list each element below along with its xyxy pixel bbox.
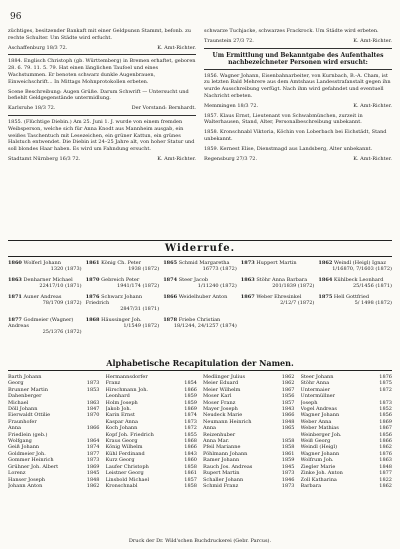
widerruf-name: 1863 Stöhr Anna Barbara bbox=[240, 277, 308, 283]
name-entry bbox=[301, 483, 393, 489]
notice-paragraph: Scene Beschreibung: Augen Grüße. Darum Schwrift — Untersucht und befiehlt Geldgegenstände untermidlung. bbox=[8, 88, 189, 102]
entry-name: Hirschmann Joh. bbox=[105, 386, 149, 393]
widerruf-reference: 78/1709 (1872) bbox=[42, 300, 82, 306]
name-entry bbox=[8, 483, 100, 489]
entry-name: Weber Anna bbox=[300, 418, 332, 425]
widerrufe-section bbox=[8, 240, 392, 339]
entry-number: 1845 bbox=[86, 470, 100, 477]
widerruf-name: 1867 Weber Ehresinkel bbox=[240, 294, 302, 300]
signature-place: Memmingen 18/3 72. bbox=[204, 102, 259, 109]
widerruf-name: 1878 Friebe Christian bbox=[163, 317, 221, 323]
entry-name: Lorenz bbox=[8, 470, 26, 477]
widerruf-reference: 25/1456 (1871) bbox=[352, 283, 392, 289]
notice-paragraph: 1858. Kronschnabl Viktoria, Köchin von Loberbach bei Eichstädt, Stand unbekannt. bbox=[204, 129, 387, 142]
widerruf-reference: 18/1244, 24/1257 (1874) bbox=[173, 323, 237, 329]
widerruf-entry bbox=[163, 317, 237, 335]
entry-number: 1866 bbox=[281, 412, 295, 419]
entry-number: 1859 bbox=[184, 399, 197, 406]
widerruf-entry bbox=[318, 260, 392, 272]
notice-paragraph: 1856. Wagner Johann, Eisenbahnarbeiter, von Kurnbach, B.-A. Cham, ist zu letzten Bald Mehrere aus dem Amtshaus Landesstrafanstalt gegen ihn wurde Ausschreibung verfügt. Nach ihm wird gefahndet und eventuell Nachricht erbeten. bbox=[204, 72, 391, 99]
signature-place: Karlsruhe 18/3 72. bbox=[8, 105, 56, 112]
entry-number: 1867 bbox=[281, 386, 295, 393]
entry-name: Moser Karl bbox=[203, 393, 232, 400]
entry-name: Döll Johann bbox=[8, 406, 38, 413]
entry-name: Anna bbox=[8, 425, 22, 432]
entry-number: 1856 bbox=[281, 393, 295, 400]
entry-number: 1874 bbox=[184, 412, 197, 419]
entry-name: Moser Franz bbox=[203, 399, 236, 406]
entry-number: 1852 bbox=[379, 406, 392, 413]
entry-name: Barbara bbox=[300, 482, 322, 489]
widerruf-name: 1874 Steer Jacob bbox=[163, 277, 209, 283]
printer-footer: Druck der Dr. Wild'schen Buchdruckerei (Gebr. Parcus). bbox=[128, 538, 272, 544]
signature-office: K. Amt-Richter. bbox=[353, 37, 392, 44]
entry-name: Stöhr Anna bbox=[300, 380, 330, 387]
entry-name: Fraunhofer bbox=[8, 418, 37, 425]
entry-name: Kaspar Anna bbox=[105, 418, 138, 425]
entry-name: Weinberger Joh. bbox=[300, 431, 342, 438]
entry-name: Leistner Georg bbox=[105, 470, 144, 477]
widerruf-name: 1868 Häussinger Joh. bbox=[85, 317, 142, 323]
widerruf-reference: 1/16870, 7/1603 (1872) bbox=[332, 266, 392, 272]
entry-number: 1843 bbox=[184, 450, 197, 457]
entry-name: Ramer Johann bbox=[203, 457, 240, 464]
notice-paragraph: schwarze Tuchjacke, schwarzes Frackrock. Um Städte wird erbeten. bbox=[204, 28, 379, 34]
divider bbox=[8, 54, 196, 55]
widerruf-reference: 2/12/7 (1872) bbox=[280, 300, 315, 306]
entry-name: Laufer Christoph bbox=[105, 463, 149, 470]
alphabetical-column bbox=[301, 374, 393, 489]
entry-name: Wolfgang bbox=[8, 438, 32, 445]
entry-name: Brunner Martin bbox=[8, 386, 48, 393]
entry-number: 1863 bbox=[379, 457, 392, 464]
widerruf-reference: 201/1839 (1872) bbox=[272, 283, 315, 289]
signature-place: Stadtamt Nürnberg 16/3 72. bbox=[8, 155, 81, 162]
signature-line bbox=[8, 105, 196, 112]
entry-number: 1854 bbox=[184, 380, 197, 387]
entry-number: 1873 bbox=[86, 457, 100, 464]
entry-name: Kühl Ferdinand bbox=[105, 450, 145, 457]
entry-number: 1866 bbox=[86, 425, 100, 432]
entry-number: 1848 bbox=[281, 418, 295, 425]
name-entry bbox=[203, 483, 295, 489]
notice-paragraph: 1884. Englisch Christoph (gb. Württemberg) in Bremen erhaftet, geboren 28. 6. 79. 11. 5. 79. Hat einen länglichen Taufoel und eines Wachstummen. Er benoten schwarz dunkle Augenbrauen, Einweichschrift... In Mittags Mohnprotokollen erbeten. bbox=[8, 58, 196, 85]
entry-name: Meier Wilhelm bbox=[203, 386, 241, 393]
entry-number: 1862 bbox=[281, 374, 295, 380]
widerruf-reference: 16773 (1872) bbox=[202, 266, 237, 272]
entry-number: 1858 bbox=[281, 438, 295, 445]
entry-name: Steer Johann bbox=[300, 374, 334, 380]
alphabetical-section bbox=[8, 357, 392, 489]
entry-number: 1862 bbox=[281, 380, 295, 387]
entry-number: 1875 bbox=[379, 380, 392, 387]
entry-name: Untermaier bbox=[300, 386, 330, 393]
entry-name: Wagner Johann bbox=[300, 412, 340, 419]
widerrufe-grid bbox=[8, 260, 392, 339]
entry-name: Medlinger Julius bbox=[203, 374, 246, 380]
signature-place: Regensburg 27/3 72. bbox=[204, 155, 258, 162]
entry-number: 1861 bbox=[281, 450, 295, 457]
widerruf-name: 1870 Gebreich Peter bbox=[85, 277, 140, 283]
widerruf-entry bbox=[163, 294, 237, 312]
entry-number: 1877 bbox=[379, 470, 392, 477]
section-heading: Um Ermittlung und Bekanntgabe des Aufenthaltes nachbezeichneter Personen wird ersucht: bbox=[212, 51, 384, 66]
entry-name: Vogel Andreas bbox=[300, 406, 337, 413]
entry-number: 1862 bbox=[379, 444, 392, 451]
alphabetical-column bbox=[8, 374, 100, 489]
entry-name: Zinke Joh. Anton bbox=[300, 470, 343, 477]
widerruf-entry bbox=[8, 260, 82, 272]
entry-name: Wagner Johann bbox=[300, 450, 340, 457]
alphabetical-column bbox=[106, 374, 198, 489]
entry-name: Rauch Jos. Andreas bbox=[203, 463, 253, 470]
entry-name: Neumann Heinrich bbox=[203, 418, 252, 425]
entry-number: 1872 bbox=[184, 425, 197, 432]
entry-name: Meier Eduard bbox=[203, 380, 239, 387]
entry-name: Kraus Georg bbox=[105, 438, 138, 445]
entry-name: Wolfrum Joh. bbox=[300, 457, 334, 464]
entry-name: Reizenhuber bbox=[203, 431, 236, 438]
widerruf-entry bbox=[8, 317, 82, 335]
signature-place: Traunstein 27/3 72. bbox=[204, 37, 254, 44]
notice-paragraph: 1855. (Flüchtige Diebin.) Am 25. Juni 1. J. wurde von einem fremden Weibsperson, welche sich für Anna Knodt aus Mannheim ausgab, ein weißes Taschentuch mit Lesezeichen, ein grüner Kattun, ein grünes Halstuch entwendet. Die Diebin ist 24–25 Jahre alt, von hoher Statur und soll blondes Haar haben. Es wird um Fahndung ersucht. bbox=[8, 118, 195, 153]
entry-number: 1870 bbox=[86, 412, 100, 419]
entry-number: 1855 bbox=[184, 431, 197, 438]
notice-paragraph: züchtiges, besitzender Bankaft mit einer Geldpunsn Stammt, befonb. zu rechte Schulter. Um Städte wird erfucht. bbox=[8, 28, 191, 41]
entry-number: 1859 bbox=[184, 393, 197, 400]
entry-number: 1862 bbox=[379, 482, 392, 489]
widerruf-entry bbox=[86, 260, 160, 272]
widerruf-entry bbox=[8, 277, 82, 289]
notices-right-column bbox=[204, 28, 392, 166]
entry-number: 1856 bbox=[379, 412, 392, 419]
entry-name: Schaller Johann bbox=[203, 476, 244, 483]
entry-name: Kronschnabl bbox=[105, 482, 138, 489]
entry-number: 1877 bbox=[86, 450, 100, 457]
entry-name: Holm Joseph bbox=[105, 399, 138, 406]
entry-name: Zoll Katharina bbox=[300, 476, 337, 483]
notice-paragraph: 1859. Kernest Elise, Dienstmagd aus Landsberg, Alter unbekannt. bbox=[204, 145, 373, 152]
widerruf-reference: 1/11240 (1872) bbox=[197, 283, 237, 289]
entry-name: Kopf Joh. Friedrich bbox=[105, 431, 154, 438]
signature-line bbox=[204, 103, 392, 110]
entry-number: 1876 bbox=[379, 450, 392, 457]
widerruf-name: 1871 Auner Andreas bbox=[8, 294, 62, 300]
entry-name: König Wilhelm bbox=[105, 444, 143, 451]
alphabetical-grid bbox=[8, 374, 392, 489]
entry-name: Pfeil Marianne bbox=[203, 444, 241, 451]
signature-office: K. Amt-Richter. bbox=[157, 44, 196, 51]
entry-number: 1843 bbox=[281, 406, 295, 413]
alphabetical-title: Alphabetische Recapitulation der Namen. bbox=[8, 357, 392, 371]
entry-name: Georg bbox=[8, 380, 24, 387]
entry-number: 1865 bbox=[281, 425, 295, 432]
entry-name: Gommer Heinrich bbox=[8, 457, 54, 464]
widerruf-reference: 1/1549 (1872) bbox=[123, 323, 160, 329]
entry-name: Jakob Joh. bbox=[105, 406, 132, 413]
signature-office: Der Vorstand: Bernhardt. bbox=[131, 105, 196, 112]
widerruf-name: 1864 Kühlbeck Leonhard bbox=[318, 277, 384, 283]
widerruf-name: 1877 Godmeier (Wagner) Andreas bbox=[8, 317, 74, 329]
entry-number: 1846 bbox=[281, 476, 295, 483]
entry-name: Dahenberger bbox=[8, 393, 42, 400]
entry-number: 1853 bbox=[86, 386, 100, 393]
widerruf-entry bbox=[163, 260, 237, 272]
widerruf-reference: 2847/31 (1871) bbox=[120, 306, 160, 312]
notices-left-column bbox=[8, 28, 196, 166]
entry-number: 1858 bbox=[281, 444, 295, 451]
widerruf-name: 1875 Hell Gottfried bbox=[318, 294, 370, 300]
entry-number: 1866 bbox=[184, 444, 197, 451]
entry-number: 1860 bbox=[184, 457, 197, 464]
entry-name: Leonhard bbox=[105, 393, 130, 400]
entry-number: 1873 bbox=[184, 418, 197, 425]
entry-number: 1861 bbox=[184, 470, 197, 477]
entry-name: Mayer Joseph bbox=[203, 406, 238, 413]
widerruf-entry bbox=[318, 294, 392, 312]
entry-name: Weiß Georg bbox=[300, 438, 331, 445]
entry-number: 1858 bbox=[184, 482, 197, 489]
entry-number: 1845 bbox=[281, 463, 295, 470]
widerruf-reference: 1941/174 (1872) bbox=[117, 283, 160, 289]
entry-number: 1857 bbox=[281, 399, 295, 406]
entry-name: Untermüllner bbox=[300, 393, 336, 400]
entry-number: 1858 bbox=[184, 463, 197, 470]
signature-place: Aschaffenburg 18/3 72. bbox=[8, 44, 68, 51]
entry-number: 1873 bbox=[281, 470, 295, 477]
signature-office: K. Amt-Richter. bbox=[157, 155, 196, 162]
widerruf-reference: 1320 (1873) bbox=[50, 266, 82, 272]
signature-line bbox=[204, 38, 392, 45]
entry-number: 1863 bbox=[86, 399, 100, 406]
entry-number: 1864 bbox=[86, 438, 100, 445]
entry-number: 1873 bbox=[86, 380, 100, 387]
entry-name: Geiß Johann bbox=[8, 444, 40, 451]
entry-number: 1873 bbox=[379, 399, 392, 406]
widerrufe-title: Widerrufe. bbox=[8, 240, 392, 257]
widerruf-name: 1863 Denharner Michael bbox=[8, 277, 73, 283]
entry-number: 1848 bbox=[86, 476, 100, 483]
signature-office: K. Amt-Richter. bbox=[353, 155, 392, 162]
entry-name: Anna Mar. bbox=[203, 438, 230, 445]
entry-number: 1876 bbox=[379, 374, 392, 380]
entry-name: Weindl (Heigl) bbox=[300, 444, 338, 451]
widerruf-reference: 1938 (1872) bbox=[128, 266, 160, 272]
entry-number: 1869 bbox=[86, 463, 100, 470]
widerruf-reference: 5/ 1498 (1872) bbox=[354, 300, 392, 306]
entry-name: Hanser Joseph bbox=[8, 476, 46, 483]
widerruf-entry bbox=[241, 260, 315, 272]
entry-number: 1847 bbox=[86, 406, 100, 413]
entry-name: Schmid Franz bbox=[203, 482, 239, 489]
entry-name: Barth Johann bbox=[8, 374, 42, 380]
widerruf-entry bbox=[241, 277, 315, 289]
entry-number: 1866 bbox=[379, 438, 392, 445]
entry-number: 1873 bbox=[281, 482, 295, 489]
entry-name: Franz bbox=[105, 380, 121, 387]
widerruf-entry bbox=[86, 277, 160, 289]
widerruf-name: 1866 Weidelhuber Anton bbox=[163, 294, 228, 300]
widerruf-name: 1873 Huppert Martin bbox=[240, 260, 297, 266]
entry-name: Johann Anton bbox=[8, 482, 43, 489]
name-entry bbox=[106, 483, 198, 489]
widerruf-entry bbox=[318, 277, 392, 289]
notice-paragraph: 1857. Klaus Ernst, Lieutenant von Schwabmünchen, zurzeit in Walterhausen, Stand, Alter, Personalbeschreibung unbekannt. bbox=[204, 112, 363, 126]
divider bbox=[204, 48, 392, 49]
divider bbox=[8, 115, 196, 116]
entry-number: 1869 bbox=[184, 406, 197, 413]
entry-name: Friedlein (geb.) bbox=[8, 431, 48, 438]
entry-name: Grühner Joh. Albert bbox=[8, 463, 59, 470]
entry-name: Anna bbox=[203, 425, 217, 432]
signature-line bbox=[204, 156, 392, 163]
entry-number: 1857 bbox=[184, 476, 197, 483]
entry-number: 1874 bbox=[86, 444, 100, 451]
entry-name: Kurz Georg bbox=[105, 457, 135, 464]
entry-number: 1868 bbox=[184, 438, 197, 445]
entry-number: 1856 bbox=[379, 431, 392, 438]
signature-line bbox=[8, 156, 196, 163]
signature-line bbox=[8, 45, 196, 52]
entry-number: 1867 bbox=[379, 425, 392, 432]
entry-name: Koch Johann bbox=[105, 425, 138, 432]
widerruf-name: 1865 Schmid Margaretha bbox=[163, 260, 230, 266]
widerruf-entry bbox=[86, 317, 160, 335]
widerruf-name: 1860 Wolferl Johann bbox=[8, 260, 61, 266]
widerruf-name: 1862 Weindl (Heigl) Ignaz bbox=[318, 260, 387, 266]
entry-name: Weber Mathias bbox=[300, 425, 339, 432]
page-number: 96 bbox=[10, 12, 22, 22]
entry-name: Joseph bbox=[300, 399, 318, 406]
entry-name: Neudeck Marie bbox=[203, 412, 243, 419]
entry-name: Hermannsdorfer bbox=[105, 374, 148, 380]
entry-number: 1848 bbox=[379, 463, 392, 470]
entry-number: 1872 bbox=[379, 386, 392, 393]
entry-number: 1866 bbox=[184, 386, 197, 393]
signature-office: K. Amt-Richter. bbox=[353, 102, 392, 109]
widerruf-name: 1861 König Ch. Peter bbox=[85, 260, 142, 266]
notices-section bbox=[8, 28, 392, 166]
widerruf-name: 1876 Schwarz Johann Friedrich bbox=[85, 294, 143, 306]
entry-name: Karin Ernst bbox=[105, 412, 135, 419]
alphabetical-column bbox=[203, 374, 295, 489]
entry-name: Pöhlmann Johann bbox=[203, 450, 248, 457]
widerruf-entry bbox=[86, 294, 160, 312]
widerruf-reference: 22417/10 (1871) bbox=[39, 283, 82, 289]
entry-number: 1869 bbox=[379, 418, 392, 425]
divider bbox=[204, 69, 392, 70]
widerruf-entry bbox=[163, 277, 237, 289]
entry-name: Goldmeier Joh. bbox=[8, 450, 46, 457]
widerruf-entry bbox=[8, 294, 82, 312]
entry-name: Linsbold Michael bbox=[105, 476, 150, 483]
entry-name: Michael bbox=[8, 399, 29, 406]
entry-name: Rupert Martin bbox=[203, 470, 240, 477]
widerruf-entry bbox=[241, 294, 315, 312]
entry-name: Eierwaldt Ottilie bbox=[8, 412, 51, 419]
entry-number: 1822 bbox=[379, 476, 392, 483]
entry-number: 1862 bbox=[86, 482, 100, 489]
entry-number: 1859 bbox=[281, 457, 295, 464]
widerruf-reference: 25/1376 (1872) bbox=[42, 329, 82, 335]
entry-name: Ziegler Marie bbox=[300, 463, 336, 470]
